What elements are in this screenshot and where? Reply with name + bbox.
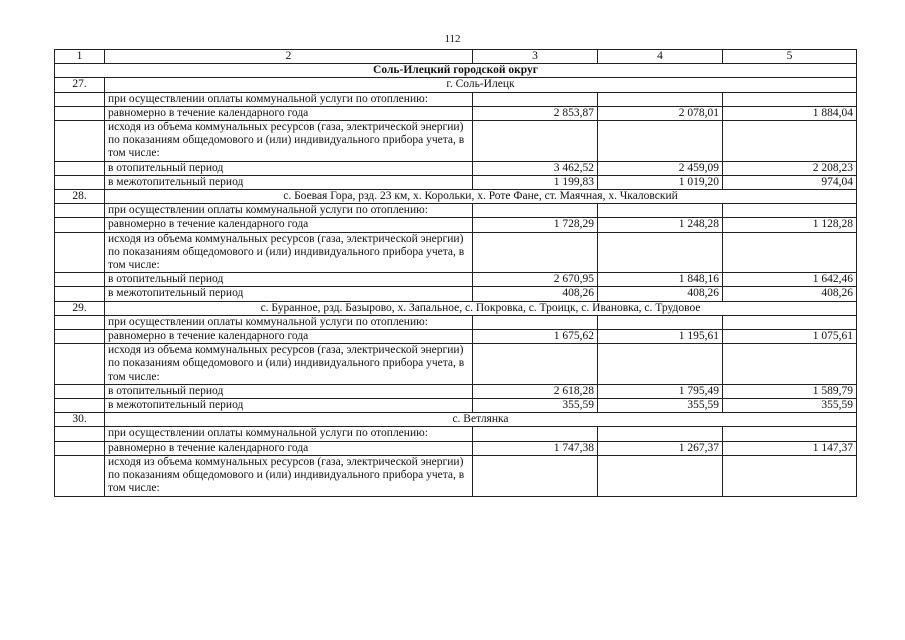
row-index-cell bbox=[55, 204, 105, 218]
row-index-cell bbox=[55, 287, 105, 301]
value-cell-col3: 1 747,38 bbox=[473, 441, 598, 455]
row-label: исходя из объема коммунальных ресурсов (газа, электрической энергии) по показаниям общедомового и (или) индивидуального прибора учета, в том числе: bbox=[105, 121, 473, 162]
value-cell-col5: 355,59 bbox=[723, 399, 857, 413]
value-cell-col3: 355,59 bbox=[473, 399, 598, 413]
table-body bbox=[55, 50, 857, 497]
table-row bbox=[55, 344, 857, 385]
value-cell-col4 bbox=[598, 315, 723, 329]
table-row bbox=[55, 121, 857, 162]
table-row bbox=[55, 330, 857, 344]
page-number: 112 bbox=[444, 33, 461, 45]
column-header-5: 5 bbox=[723, 50, 857, 64]
value-cell-col4: 1 848,16 bbox=[598, 273, 723, 287]
value-cell-col3: 408,26 bbox=[473, 287, 598, 301]
row-index-cell bbox=[55, 455, 105, 496]
value-cell-col5: 1 128,28 bbox=[723, 218, 857, 232]
group-title: Соль-Илецкий городской округ bbox=[55, 64, 857, 78]
value-cell-col5: 1 589,79 bbox=[723, 384, 857, 398]
value-cell-col3 bbox=[473, 427, 598, 441]
row-label: равномерно в течение календарного года bbox=[105, 330, 473, 344]
row-label: в отопительный период bbox=[105, 273, 473, 287]
row-label: при осуществлении оплаты коммунальной услуги по отоплению: bbox=[105, 427, 473, 441]
section-header-row bbox=[55, 78, 857, 92]
section-name: с. Ветлянка bbox=[105, 413, 857, 427]
value-cell-col3: 2 670,95 bbox=[473, 273, 598, 287]
value-cell-col3: 2 618,28 bbox=[473, 384, 598, 398]
section-number: 28. bbox=[55, 190, 105, 204]
value-cell-col4: 1 248,28 bbox=[598, 218, 723, 232]
value-cell-col4 bbox=[598, 121, 723, 162]
row-index-cell bbox=[55, 218, 105, 232]
table-row bbox=[55, 455, 857, 496]
row-label: в межотопительный период bbox=[105, 399, 473, 413]
row-label: при осуществлении оплаты коммунальной услуги по отоплению: bbox=[105, 315, 473, 329]
value-cell-col4 bbox=[598, 232, 723, 273]
row-index-cell bbox=[55, 384, 105, 398]
table-row bbox=[55, 384, 857, 398]
value-cell-col4: 2 459,09 bbox=[598, 161, 723, 175]
value-cell-col5: 408,26 bbox=[723, 287, 857, 301]
value-cell-col5 bbox=[723, 427, 857, 441]
value-cell-col4 bbox=[598, 92, 723, 106]
value-cell-col5 bbox=[723, 121, 857, 162]
section-number: 30. bbox=[55, 413, 105, 427]
table-row bbox=[55, 218, 857, 232]
table-row bbox=[55, 92, 857, 106]
table-row bbox=[55, 273, 857, 287]
tariff-table bbox=[54, 49, 857, 497]
section-header-row bbox=[55, 190, 857, 204]
value-cell-col5 bbox=[723, 232, 857, 273]
column-header-4: 4 bbox=[598, 50, 723, 64]
value-cell-col4: 1 019,20 bbox=[598, 175, 723, 189]
column-header-1: 1 bbox=[55, 50, 105, 64]
value-cell-col3 bbox=[473, 204, 598, 218]
value-cell-col4: 1 795,49 bbox=[598, 384, 723, 398]
table-row bbox=[55, 204, 857, 218]
value-cell-col4 bbox=[598, 344, 723, 385]
section-header-row bbox=[55, 413, 857, 427]
row-label: исходя из объема коммунальных ресурсов (газа, электрической энергии) по показаниям общедомового и (или) индивидуального прибора учета, в том числе: bbox=[105, 344, 473, 385]
section-header-row bbox=[55, 301, 857, 315]
row-label: в межотопительный период bbox=[105, 175, 473, 189]
row-index-cell bbox=[55, 121, 105, 162]
table-row bbox=[55, 106, 857, 120]
group-title-row bbox=[55, 64, 857, 78]
value-cell-col4: 355,59 bbox=[598, 399, 723, 413]
row-index-cell bbox=[55, 161, 105, 175]
value-cell-col4: 2 078,01 bbox=[598, 106, 723, 120]
value-cell-col4 bbox=[598, 455, 723, 496]
value-cell-col3 bbox=[473, 315, 598, 329]
value-cell-col4: 1 195,61 bbox=[598, 330, 723, 344]
value-cell-col5 bbox=[723, 315, 857, 329]
value-cell-col5 bbox=[723, 344, 857, 385]
table-row bbox=[55, 232, 857, 273]
row-index-cell bbox=[55, 106, 105, 120]
column-header-3: 3 bbox=[473, 50, 598, 64]
value-cell-col3: 2 853,87 bbox=[473, 106, 598, 120]
value-cell-col3 bbox=[473, 455, 598, 496]
row-index-cell bbox=[55, 232, 105, 273]
table-row bbox=[55, 175, 857, 189]
row-index-cell bbox=[55, 344, 105, 385]
value-cell-col4 bbox=[598, 427, 723, 441]
value-cell-col3 bbox=[473, 232, 598, 273]
value-cell-col3: 1 675,62 bbox=[473, 330, 598, 344]
row-index-cell bbox=[55, 427, 105, 441]
row-index-cell bbox=[55, 330, 105, 344]
row-label: равномерно в течение календарного года bbox=[105, 218, 473, 232]
section-name: с. Боевая Гора, рзд. 23 км, х. Корольки, х. Роте Фане, ст. Маячная, х. Чкаловский bbox=[105, 190, 857, 204]
row-label: исходя из объема коммунальных ресурсов (газа, электрической энергии) по показаниям общедомового и (или) индивидуального прибора учета, в том числе: bbox=[105, 232, 473, 273]
section-number: 29. bbox=[55, 301, 105, 315]
value-cell-col5: 1 642,46 bbox=[723, 273, 857, 287]
value-cell-col3 bbox=[473, 92, 598, 106]
value-cell-col3 bbox=[473, 344, 598, 385]
value-cell-col3: 1 199,83 bbox=[473, 175, 598, 189]
row-label: в отопительный период bbox=[105, 161, 473, 175]
table-row bbox=[55, 427, 857, 441]
table-row bbox=[55, 315, 857, 329]
value-cell-col5: 1 884,04 bbox=[723, 106, 857, 120]
value-cell-col5 bbox=[723, 204, 857, 218]
value-cell-col5: 974,04 bbox=[723, 175, 857, 189]
section-number: 27. bbox=[55, 78, 105, 92]
value-cell-col5: 2 208,23 bbox=[723, 161, 857, 175]
value-cell-col4: 408,26 bbox=[598, 287, 723, 301]
column-header-row bbox=[55, 50, 857, 64]
row-label: равномерно в течение календарного года bbox=[105, 106, 473, 120]
row-index-cell bbox=[55, 92, 105, 106]
row-index-cell bbox=[55, 273, 105, 287]
row-index-cell bbox=[55, 399, 105, 413]
row-label: в межотопительный период bbox=[105, 287, 473, 301]
table-row bbox=[55, 161, 857, 175]
row-label: равномерно в течение календарного года bbox=[105, 441, 473, 455]
column-header-2: 2 bbox=[105, 50, 473, 64]
table-row bbox=[55, 287, 857, 301]
value-cell-col4 bbox=[598, 204, 723, 218]
value-cell-col5 bbox=[723, 455, 857, 496]
row-index-cell bbox=[55, 315, 105, 329]
value-cell-col3 bbox=[473, 121, 598, 162]
row-label: исходя из объема коммунальных ресурсов (газа, электрической энергии) по показаниям общедомового и (или) индивидуального прибора учета, в том числе: bbox=[105, 455, 473, 496]
value-cell-col5: 1 147,37 bbox=[723, 441, 857, 455]
section-name: г. Соль-Илецк bbox=[105, 78, 857, 92]
row-index-cell bbox=[55, 441, 105, 455]
value-cell-col5: 1 075,61 bbox=[723, 330, 857, 344]
table-row bbox=[55, 441, 857, 455]
value-cell-col5 bbox=[723, 92, 857, 106]
row-label: в отопительный период bbox=[105, 384, 473, 398]
row-label: при осуществлении оплаты коммунальной услуги по отоплению: bbox=[105, 204, 473, 218]
row-label: при осуществлении оплаты коммунальной услуги по отоплению: bbox=[105, 92, 473, 106]
table-row bbox=[55, 399, 857, 413]
value-cell-col3: 3 462,52 bbox=[473, 161, 598, 175]
value-cell-col3: 1 728,29 bbox=[473, 218, 598, 232]
row-index-cell bbox=[55, 175, 105, 189]
section-name: с. Буранное, рзд. Базырово, х. Запальное, с. Покровка, с. Троицк, с. Ивановка, с. Трудовое bbox=[105, 301, 857, 315]
value-cell-col4: 1 267,37 bbox=[598, 441, 723, 455]
